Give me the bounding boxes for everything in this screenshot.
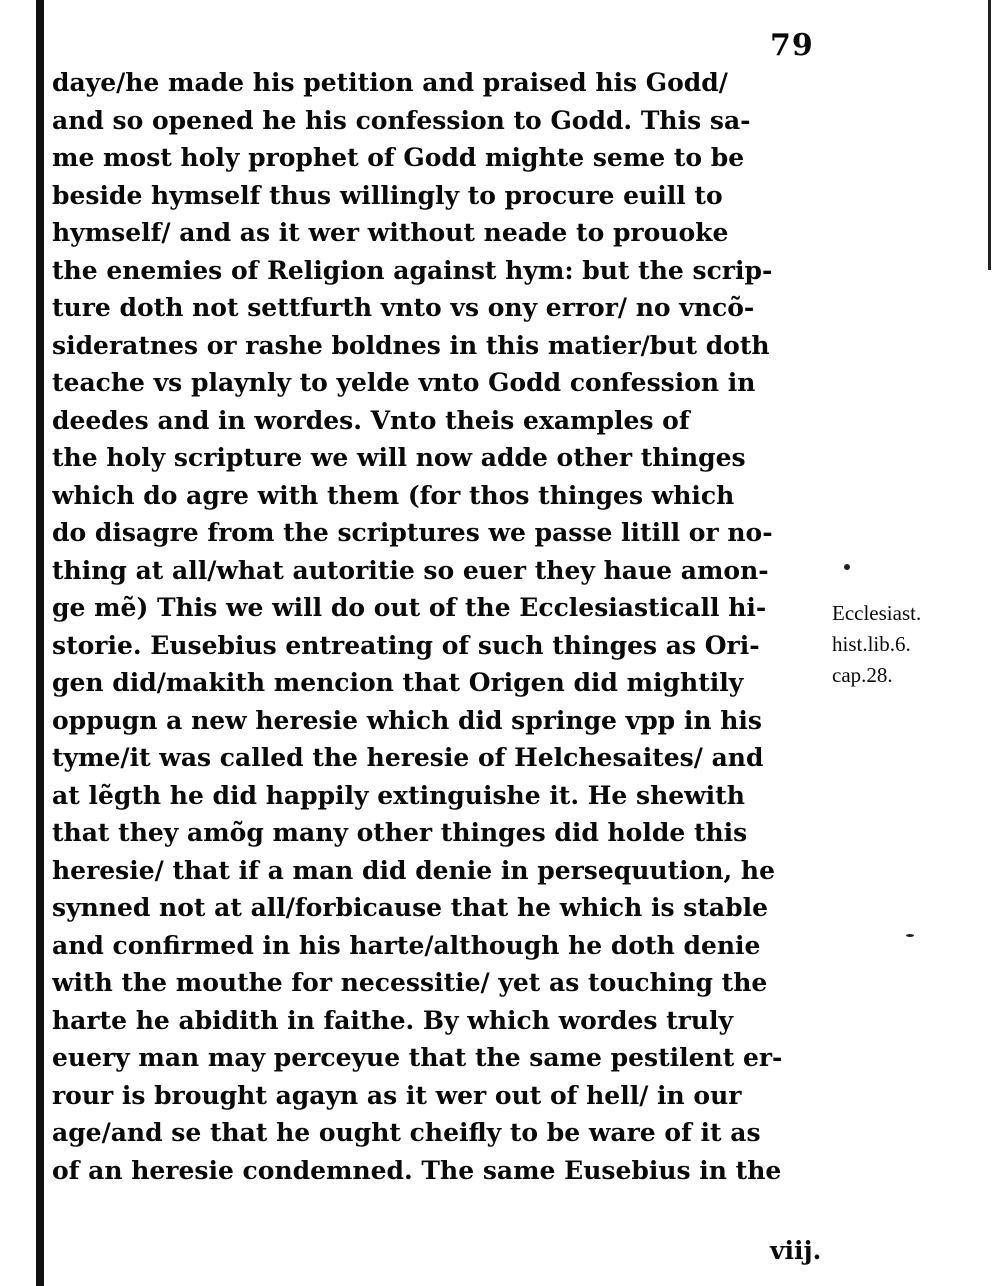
text-line: which do agre with them (for thos thinges which [52,480,735,510]
page-number: 79 [770,28,814,63]
text-line: euery man may perceyue that the same pestilent er- [52,1043,783,1072]
text-line: heresie/ that if a man did denie in persequution, he [52,855,775,885]
text-line: with the mouthe for necessitie/ yet as touching the [52,968,768,997]
text-line: synned not at all/forbicause that he which is stable [52,893,769,922]
scan-edge-mark [988,0,991,270]
text-line: storie. Eusebius entreating of such thinges as Ori- [52,630,760,660]
text-line: daye/he made his petition and praised his Godd/ [52,68,728,97]
text-line: the holy scripture we will now adde other thinges [52,443,746,472]
margin-note-line: hist.lib.6. [832,632,911,656]
text-line: age/and se that he ought cheifly to be ware of it as [52,1118,761,1147]
text-line: ture doth not settfurth vnto vs ony error/ no vncõ- [52,293,755,322]
ink-speck [906,934,914,937]
text-line: and confirmed in his harte/although he doth denie [52,930,761,960]
text-line: harte he abidith in faithe. By which wordes truly [52,1005,734,1035]
text-line: hymself/ and as it wer without neade to prouoke [52,218,729,247]
text-line: and so opened he his confession to Godd. This sa- [52,105,751,135]
text-line: me most holy prophet of Godd mighte seme to be [52,143,745,172]
text-line: gen did/makith mencion that Origen did mightily [52,668,744,697]
text-line: that they amõg many other thinges did holde this [52,818,748,847]
text-line: oppugn a new heresie which did springe vpp in his [52,705,762,735]
signature-mark: viij. [770,1236,822,1265]
text-line: at lẽgth he did happily extinguishe it. He shewith [52,780,745,810]
ink-speck [844,564,850,570]
text-line: tyme/it was called the heresie of Helchesaites/ and [52,743,764,772]
margin-note-line: cap.28. [832,663,893,687]
text-line: do disagre from the scriptures we passe litill or no- [52,518,773,547]
text-line: teache vs playnly to yelde vnto Godd confession in [52,368,756,397]
text-line: deedes and in wordes. Vnto theis examples of [52,405,690,435]
text-line: of an heresie condemned. The same Eusebius in the [52,1155,782,1185]
text-line: beside hymself thus willingly to procure euill to [52,180,723,210]
page-gutter-rule [36,0,44,1286]
margin-note [832,598,992,691]
text-line: rour is brought agayn as it wer out of hell/ in our [52,1080,742,1110]
text-line: thing at all/what autoritie so euer they haue amon- [52,555,769,585]
margin-note-line: Ecclesiast. [832,601,922,625]
text-line: sideratnes or rashe boldnes in this matier/but doth [52,330,770,360]
text-line: the enemies of Religion against hym: but the scrip- [52,255,773,285]
text-line: ge mẽ) This we will do out of the Ecclesiasticall hi- [52,593,767,622]
body-text [52,64,832,1189]
